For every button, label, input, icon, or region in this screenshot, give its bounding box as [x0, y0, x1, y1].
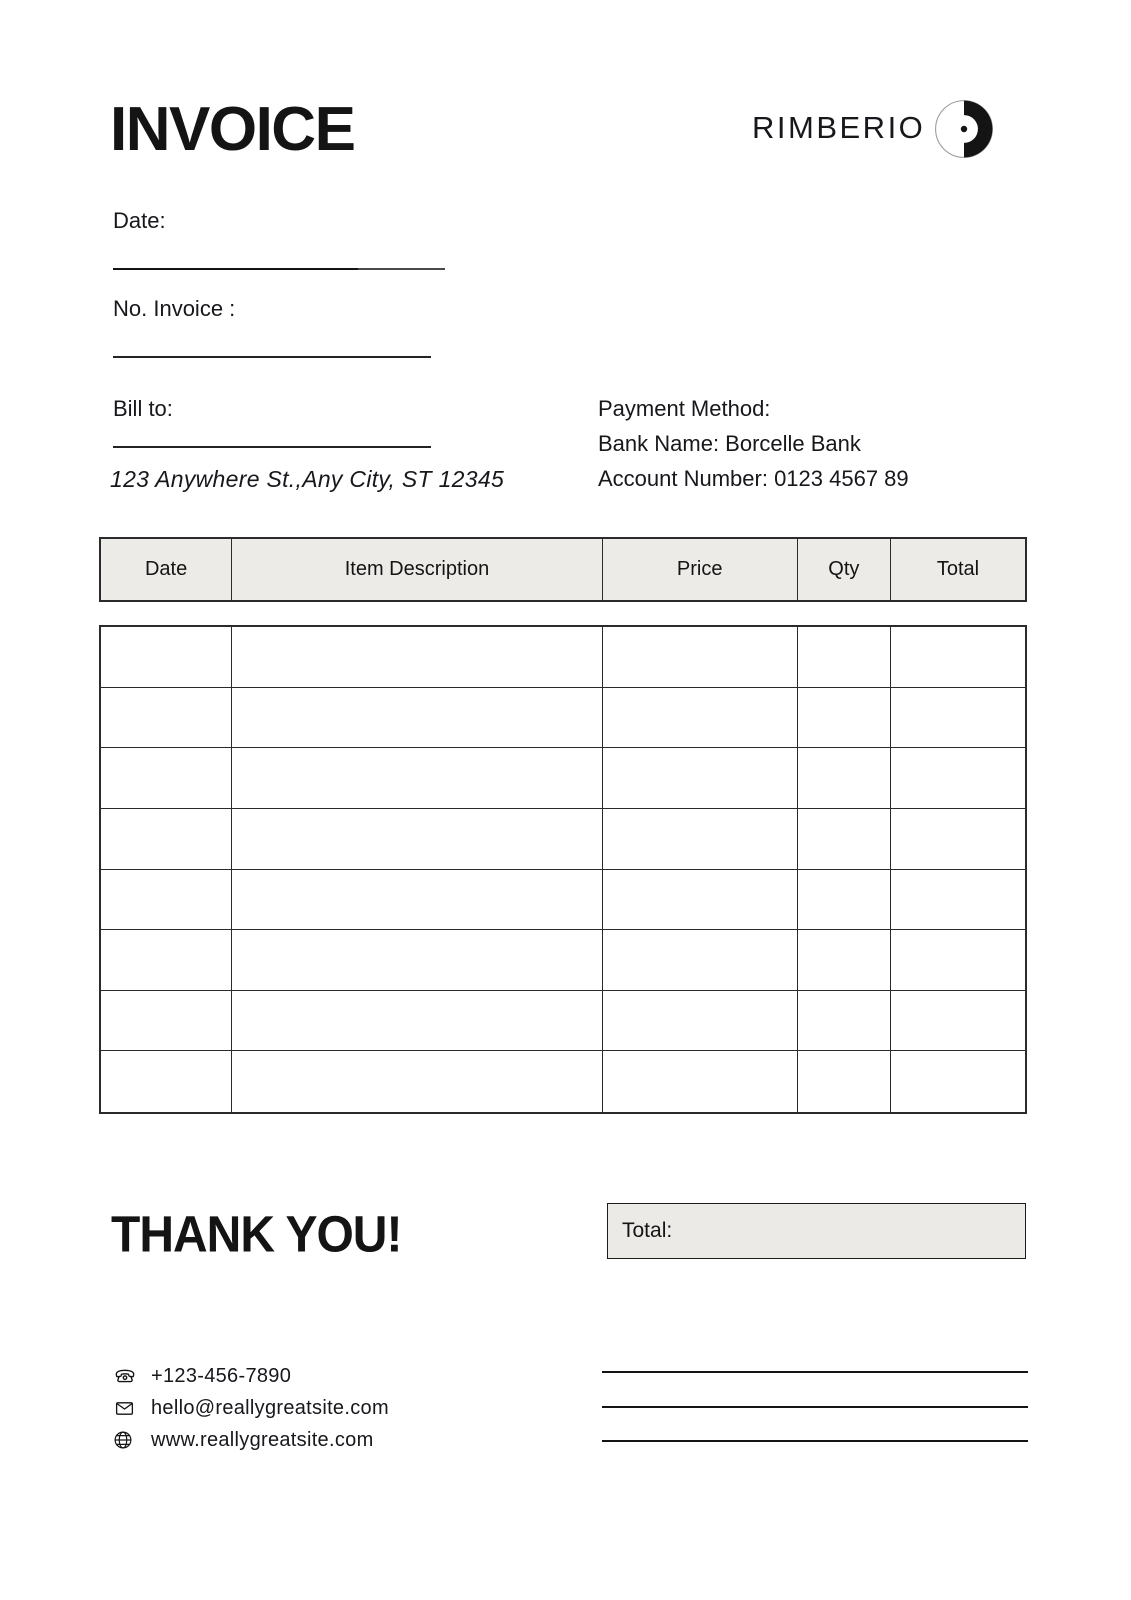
table-row: [101, 809, 1025, 870]
bill-to-label: Bill to:: [113, 396, 173, 421]
table-cell[interactable]: [798, 688, 891, 748]
table-row: [101, 748, 1025, 809]
table-cell[interactable]: [101, 748, 232, 808]
table-cell[interactable]: [798, 930, 891, 990]
col-header-date: Date: [101, 539, 232, 600]
contact-block: [112, 1360, 389, 1456]
table-cell[interactable]: [101, 991, 232, 1051]
table-cell[interactable]: [101, 1051, 232, 1112]
total-box[interactable]: [607, 1203, 1026, 1259]
table-cell[interactable]: [891, 809, 1025, 869]
contact-phone-row: [112, 1360, 389, 1392]
table-cell[interactable]: [798, 809, 891, 869]
table-row: [101, 930, 1025, 991]
email-icon: [112, 1396, 140, 1420]
contact-email-text: hello@reallygreatsite.com: [151, 1396, 389, 1419]
table-cell[interactable]: [232, 688, 603, 748]
table-cell[interactable]: [603, 870, 798, 930]
contact-website-text: www.reallygreatsite.com: [151, 1428, 374, 1451]
table-row: [101, 1051, 1025, 1112]
col-header-qty: Qty: [798, 539, 891, 600]
payment-method-title: Payment Method:: [598, 396, 771, 421]
table-cell[interactable]: [101, 809, 232, 869]
table-cell[interactable]: [891, 870, 1025, 930]
table-cell[interactable]: [891, 991, 1025, 1051]
table-cell[interactable]: [891, 748, 1025, 808]
table-cell[interactable]: [798, 870, 891, 930]
globe-icon: [112, 1428, 140, 1452]
table-cell[interactable]: [798, 627, 891, 687]
signature-line[interactable]: [602, 1371, 1028, 1373]
thank-you-text: THANK YOU!: [111, 1207, 402, 1264]
payment-bank-name: Bank Name: Borcelle Bank: [598, 431, 861, 456]
table-cell[interactable]: [603, 809, 798, 869]
table-cell[interactable]: [603, 930, 798, 990]
brand-name: RIMBERIO: [752, 110, 926, 145]
table-row: [101, 688, 1025, 749]
table-cell[interactable]: [603, 991, 798, 1051]
contact-phone-text: +123-456-7890: [151, 1364, 292, 1387]
bill-to-address: 123 Anywhere St.,Any City, ST 12345: [110, 466, 505, 492]
payment-account-number: Account Number: 0123 4567 89: [598, 466, 909, 491]
table-cell[interactable]: [603, 748, 798, 808]
table-cell[interactable]: [101, 930, 232, 990]
table-cell[interactable]: [798, 748, 891, 808]
table-cell[interactable]: [891, 627, 1025, 687]
phone-icon: [112, 1364, 140, 1388]
table-cell[interactable]: [798, 991, 891, 1051]
brand-logo-icon: [934, 99, 994, 159]
table-cell[interactable]: [101, 870, 232, 930]
invoice-no-label: No. Invoice :: [113, 296, 236, 321]
table-cell[interactable]: [232, 748, 603, 808]
table-cell[interactable]: [603, 688, 798, 748]
table-cell[interactable]: [603, 1051, 798, 1112]
table-cell[interactable]: [798, 1051, 891, 1112]
table-row: [101, 627, 1025, 688]
contact-website-row: [112, 1424, 389, 1456]
contact-email-row: [112, 1392, 389, 1424]
table-cell[interactable]: [232, 1051, 603, 1112]
table-cell[interactable]: [101, 627, 232, 687]
items-table-header: [99, 537, 1027, 602]
table-cell[interactable]: [891, 1051, 1025, 1112]
total-label: Total:: [622, 1219, 673, 1242]
table-row: [101, 870, 1025, 931]
table-cell[interactable]: [232, 809, 603, 869]
col-header-price: Price: [603, 539, 798, 600]
date-label: Date:: [113, 208, 166, 233]
col-header-item-description: Item Description: [232, 539, 603, 600]
table-cell[interactable]: [232, 930, 603, 990]
table-cell[interactable]: [232, 991, 603, 1051]
table-row: [101, 991, 1025, 1052]
table-cell[interactable]: [232, 870, 603, 930]
date-field-line[interactable]: [113, 268, 445, 271]
signature-line[interactable]: [602, 1440, 1028, 1442]
bill-to-field-line[interactable]: [113, 446, 431, 448]
table-cell[interactable]: [101, 688, 232, 748]
items-table-body: [99, 625, 1027, 1114]
table-cell[interactable]: [232, 627, 603, 687]
table-cell[interactable]: [603, 627, 798, 687]
page-title: INVOICE: [110, 95, 355, 164]
signature-line[interactable]: [602, 1406, 1028, 1408]
invoice-no-field-line[interactable]: [113, 356, 431, 358]
col-header-total: Total: [936, 558, 980, 580]
table-cell[interactable]: [891, 930, 1025, 990]
table-cell[interactable]: [891, 688, 1025, 748]
payment-method-block: [598, 396, 909, 501]
date-line-overlay: [113, 268, 358, 271]
